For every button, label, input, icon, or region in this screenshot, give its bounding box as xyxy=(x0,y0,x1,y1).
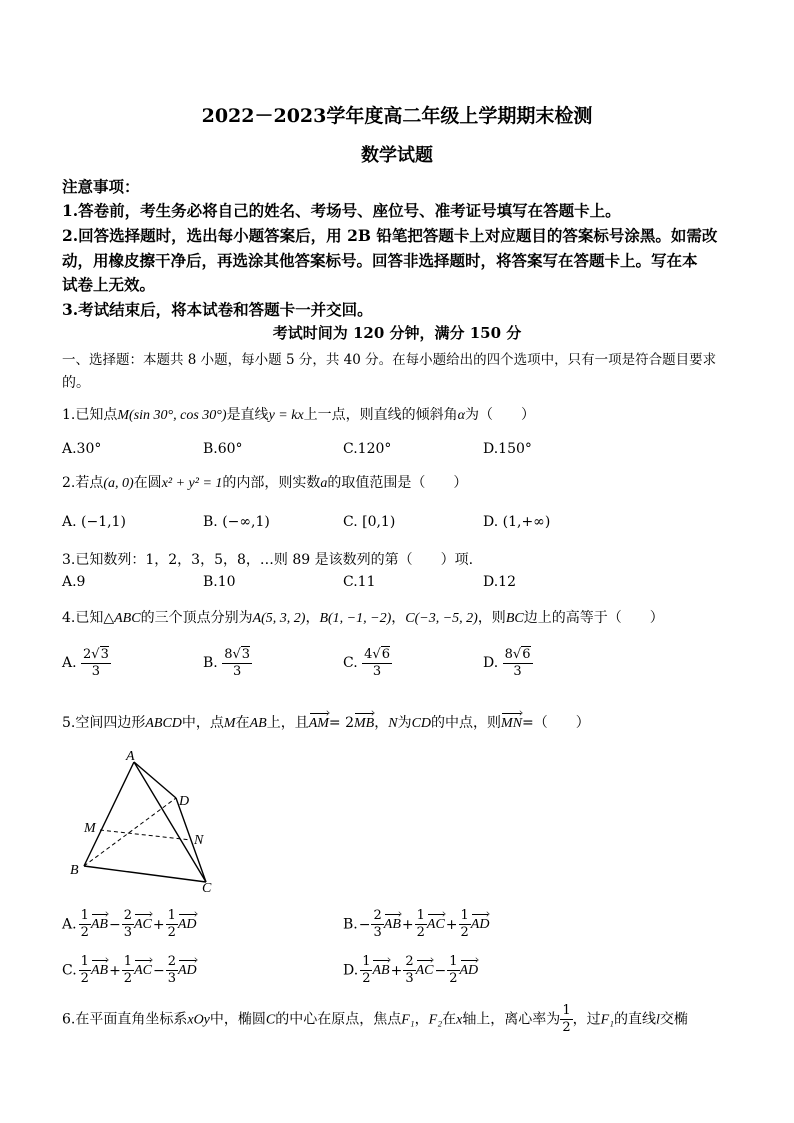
term-sign: − xyxy=(358,916,371,933)
q4-option-a-label: A. xyxy=(62,655,77,671)
coef-den: 2 xyxy=(123,971,133,986)
q4-option-b-label: B. xyxy=(203,655,218,671)
q2-option-b: B. (−∞,1) xyxy=(203,514,270,530)
term-coefficient xyxy=(360,954,372,987)
q5-mid2: 在 xyxy=(235,715,250,731)
q5-option-label: D. xyxy=(343,962,359,979)
coef-num: 1 xyxy=(460,908,469,923)
coef-den: 2 xyxy=(167,925,176,940)
q4-c-rad: 6 xyxy=(381,647,390,662)
section-intro-line2: 的。 xyxy=(62,375,90,391)
question-5 xyxy=(62,712,590,732)
q5-mid4: ， xyxy=(374,715,389,731)
q2-circle: x² + y² = 1 xyxy=(161,476,223,491)
q4-b-den: 3 xyxy=(232,664,242,679)
q4-option-c-label: C. xyxy=(343,655,358,671)
q3-option-a: A.9 xyxy=(62,574,86,590)
coef-num: 1 xyxy=(449,954,458,969)
q4-option-b-frac: $\frac{8√3}{3}$ xyxy=(224,647,251,679)
q4-point-c: C(−3, −5, 2) xyxy=(405,611,478,626)
q4-option-d-label: D. xyxy=(483,655,499,671)
q6-prefix: 6.在平面直角坐标系 xyxy=(62,1011,188,1028)
q3-option-b: B.10 xyxy=(203,574,236,590)
term-vector: AD xyxy=(459,962,479,978)
term-vector: AB xyxy=(383,916,401,932)
q2-option-a: A. (−1,1) xyxy=(62,514,126,530)
q2-option-d: D. (1,+∞) xyxy=(483,514,551,530)
term-sign: − xyxy=(108,916,121,933)
q4-option-a xyxy=(62,646,111,680)
q2-prefix: 2.若点 xyxy=(62,475,104,491)
term-sign: − xyxy=(152,962,165,979)
q6-e-den: 2 xyxy=(562,1020,571,1035)
q2-option-c: C. [0,1) xyxy=(343,514,396,530)
coef-num: 1 xyxy=(123,954,133,969)
term-vector: AB xyxy=(90,916,108,932)
question-2 xyxy=(62,472,467,492)
q5-cd: CD xyxy=(411,716,432,731)
q5-quad: ABCD xyxy=(145,716,182,731)
term-sign: + xyxy=(401,916,414,933)
label-c: C xyxy=(202,881,212,894)
coef-den: 2 xyxy=(362,971,371,986)
q1-line-eq: y = kx xyxy=(268,408,304,423)
q6-mid6: 的直线 xyxy=(614,1011,657,1028)
coef-num: 2 xyxy=(405,954,414,969)
coef-num: 2 xyxy=(123,908,132,923)
q5-option-a xyxy=(62,908,197,941)
q1-point: M xyxy=(117,408,130,423)
coef-num: 2 xyxy=(167,954,176,969)
q4-option-c-frac: $\frac{4√6}{3}$ xyxy=(364,647,390,679)
q5-mid5: 为 xyxy=(397,715,412,731)
q4-point-a: A(5, 3, 2) xyxy=(252,611,306,626)
q4-d-den: 3 xyxy=(513,664,522,679)
q4-a-den: 3 xyxy=(91,664,101,679)
coef-den: 2 xyxy=(449,971,458,986)
term-vector: AD xyxy=(177,916,197,932)
q3-option-c: C.11 xyxy=(343,574,376,590)
q1-alpha: α xyxy=(457,408,466,423)
term-sign: − xyxy=(434,962,447,979)
q1-mid: 是直线 xyxy=(226,407,269,423)
q4-option-b xyxy=(203,646,252,680)
q6-mid4: 轴上，离心率为 xyxy=(462,1011,561,1028)
q4-option-d-frac: $\frac{8√6}{3}$ xyxy=(504,647,531,679)
q5-option-label: A. xyxy=(62,916,77,933)
term-sign: + xyxy=(390,962,403,979)
q5-eq: = 2 xyxy=(328,715,355,731)
q1-suffix: 为（ ） xyxy=(465,407,536,423)
q4-prefix: 4.已知△ xyxy=(62,610,115,626)
q6-c: C xyxy=(265,1012,276,1028)
q6-e-num: 1 xyxy=(562,1003,571,1018)
q5-option-label: C. xyxy=(62,962,77,979)
q4-d-rad: 6 xyxy=(522,647,531,662)
coef-num: 2 xyxy=(373,908,382,923)
q4-d-coef: 8 xyxy=(504,647,513,662)
section-intro-line1: 一、选择题：本题共 8 小题，每小题 5 分，共 40 分。在每小题给出的四个选项中，只有一项是符合题目要求 xyxy=(62,352,717,368)
notice-item-2-line1: 2.回答选择题时，选出每小题答案后，用 2B 铅笔把答题卡上对应题目的答案标号涂黑。如需改 xyxy=(62,226,718,245)
question-3: 3.已知数列：1，2，3，5，8，…则 89 是该数列的第（ ）项. xyxy=(62,552,474,568)
q4-b-rad: 3 xyxy=(241,647,251,662)
notice-item-2-line3: 试卷上无效。 xyxy=(62,275,156,294)
term-coefficient xyxy=(403,954,415,987)
term-coefficient xyxy=(122,908,134,941)
q6-mid2: 的中心在原点，焦点 xyxy=(275,1011,402,1028)
label-n: N xyxy=(194,833,204,848)
q6-suffix: 交椭 xyxy=(659,1011,688,1028)
q5-suffix: =（ ） xyxy=(522,715,590,731)
coef-den: 2 xyxy=(80,971,89,986)
term-sign: + xyxy=(152,916,165,933)
q5-vec-mb: MB xyxy=(354,716,375,731)
q4-point-b: B(1, −1, −2) xyxy=(319,611,392,626)
q5-vec-am: AM xyxy=(308,716,329,731)
coef-num: 1 xyxy=(167,908,176,923)
coef-num: 1 xyxy=(80,954,89,969)
notice-item-3: 3.考试结束后，将本试卷和答题卡一并交回。 xyxy=(62,300,373,319)
label-b: B xyxy=(70,863,79,878)
page-subtitle: 数学试题 xyxy=(361,145,433,166)
q5-tetrahedron-figure xyxy=(64,748,224,894)
q5-option-c xyxy=(62,954,197,987)
q4-a-coef: 2 xyxy=(83,647,92,662)
q4-mid: 的三个顶点分别为 xyxy=(140,610,253,626)
term-coefficient xyxy=(447,954,459,987)
edge-ac xyxy=(134,762,206,882)
term-vector: AC xyxy=(133,916,152,932)
coef-den: 3 xyxy=(373,925,382,940)
q5-ab: AB xyxy=(249,716,267,731)
q6-f1: F₁ xyxy=(401,1012,415,1028)
q6-mid5: ，过 xyxy=(572,1011,601,1028)
q2-var: a xyxy=(320,476,328,491)
q6-sys: xOy xyxy=(187,1012,210,1028)
coef-den: 2 xyxy=(416,925,425,940)
q1-option-a: A.30° xyxy=(62,441,102,457)
term-vector: AC xyxy=(134,962,152,978)
q5-n: N xyxy=(388,716,398,731)
coef-num: 1 xyxy=(416,908,425,923)
q6-mid: 中，椭圆 xyxy=(209,1011,266,1028)
q1-option-b: B.60° xyxy=(203,441,243,457)
exam-info: 考试时间为 120 分钟，满分 150 分 xyxy=(272,324,522,342)
question-6 xyxy=(62,1003,688,1036)
q4-c-coef: 4 xyxy=(364,647,373,662)
term-coefficient xyxy=(79,908,91,941)
q4-a-rad: 3 xyxy=(100,647,109,662)
question-1 xyxy=(62,404,535,424)
term-coefficient xyxy=(415,908,427,941)
term-sign: + xyxy=(109,962,121,979)
q4-tri: ABC xyxy=(114,611,141,626)
q4-option-a-frac: $\frac{2√3}{3}$ xyxy=(83,647,109,679)
q2-suffix: 的取值范围是（ ） xyxy=(327,475,468,491)
coef-den: 3 xyxy=(167,971,176,986)
q5-prefix: 5.空间四边形 xyxy=(62,715,146,731)
q5-mid3: 上，且 xyxy=(266,715,309,731)
coef-num: 1 xyxy=(80,908,89,923)
q3-option-d: D.12 xyxy=(483,574,516,590)
term-sign: + xyxy=(445,916,458,933)
q6-f2: F₂ xyxy=(428,1012,443,1028)
q4-side: BC xyxy=(505,611,524,626)
q1-mid2: 上一点，则直线的倾斜角 xyxy=(303,407,458,423)
term-coefficient xyxy=(122,954,134,987)
q4-suffix: 边上的高等于（ ） xyxy=(523,610,664,626)
q4-b-coef: 8 xyxy=(224,647,233,662)
coef-den: 2 xyxy=(460,925,469,940)
q2-point: (a, 0) xyxy=(103,476,134,491)
notice-item-2-line2: 动，用橡皮擦干净后，再选涂其他答案标号。回答非选择题时，将答案写在答题卡上。写在本 xyxy=(62,251,698,270)
term-coefficient xyxy=(371,908,383,941)
q5-option-label: B. xyxy=(343,916,358,933)
term-coefficient xyxy=(459,908,471,941)
q2-mid2: 的内部，则实数 xyxy=(222,475,321,491)
q4-mid2: ，则 xyxy=(477,610,506,626)
q5-m: M xyxy=(223,716,236,731)
q1-coords: (sin 30°, cos 30°) xyxy=(129,408,227,423)
coef-num: 1 xyxy=(362,954,371,969)
q5-option-d xyxy=(343,954,478,987)
coef-den: 3 xyxy=(123,925,132,940)
term-coefficient xyxy=(166,954,178,987)
q1-option-c: C.120° xyxy=(343,441,392,457)
edge-ad xyxy=(134,762,176,798)
q1-prefix: 1.已知点 xyxy=(62,407,118,423)
q6-sep: ， xyxy=(414,1011,429,1028)
edge-bc xyxy=(84,866,206,882)
term-coefficient xyxy=(79,954,91,987)
q2-mid: 在圆 xyxy=(133,475,162,491)
q6-f1b: F₁ xyxy=(600,1012,615,1028)
q6-eccentricity xyxy=(560,1003,572,1036)
page-title: 2022－2023学年度高二年级上学期期末检测 xyxy=(201,105,593,127)
notice-item-1: 1.答卷前，考生务必将自己的姓名、考场号、座位号、准考证号填写在答题卡上。 xyxy=(62,201,621,220)
term-vector: AC xyxy=(415,962,434,978)
question-4: 4.已知△ABC的三个顶点分别为A(5, 3, 2)，B(1, −1, −2)，C(−3, −5, 2)，则BC边上的高等于（ ） xyxy=(62,610,664,626)
notice-heading: 注意事项： xyxy=(62,177,140,196)
q6-l: l xyxy=(656,1012,660,1028)
q4-option-c xyxy=(343,646,392,680)
coef-den: 3 xyxy=(405,971,414,986)
q5-vec-mn: MN xyxy=(501,716,523,731)
q5-mid: 中，点 xyxy=(181,715,224,731)
edge-ab xyxy=(84,762,134,866)
q6-x: x xyxy=(456,1012,463,1028)
q1-option-d: D.150° xyxy=(483,441,532,457)
term-coefficient xyxy=(166,908,178,941)
label-a: A xyxy=(126,749,135,764)
term-vector: AD xyxy=(470,916,490,932)
coef-den: 2 xyxy=(80,925,89,940)
label-d: D xyxy=(179,794,190,809)
q4-option-d xyxy=(483,646,533,680)
term-vector: AD xyxy=(177,962,197,978)
q5-mid6: 的中点，则 xyxy=(431,715,502,731)
term-vector: AB xyxy=(372,962,390,978)
q6-mid3: 在 xyxy=(442,1011,457,1028)
term-vector: AC xyxy=(426,916,445,932)
q4-c-den: 3 xyxy=(372,664,382,679)
label-m: M xyxy=(84,821,96,836)
q5-option-b xyxy=(343,908,489,941)
term-vector: AB xyxy=(90,962,109,978)
